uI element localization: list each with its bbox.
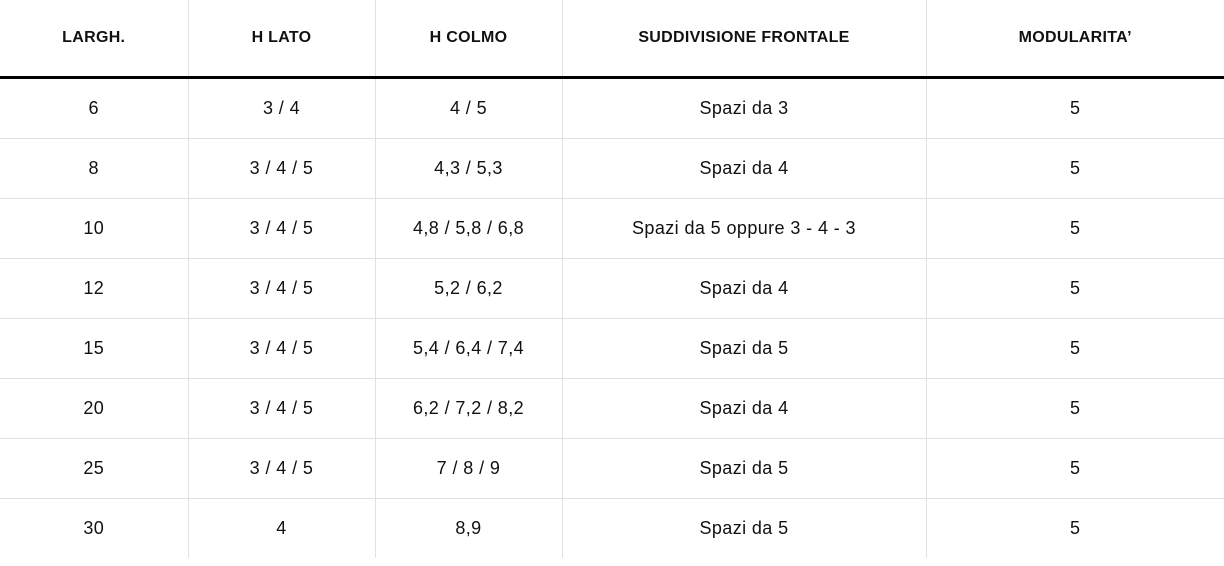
cell-h-lato: 3 / 4 xyxy=(188,78,375,139)
cell-modularita: 5 xyxy=(926,379,1224,439)
cell-modularita: 5 xyxy=(926,439,1224,499)
table-row xyxy=(0,319,1224,379)
cell-h-colmo: 6,2 / 7,2 / 8,2 xyxy=(375,379,562,439)
cell-modularita: 5 xyxy=(926,259,1224,319)
table-body xyxy=(0,78,1224,559)
cell-h-colmo: 5,4 / 6,4 / 7,4 xyxy=(375,319,562,379)
table-row xyxy=(0,259,1224,319)
table-row xyxy=(0,78,1224,139)
cell-h-colmo: 8,9 xyxy=(375,499,562,559)
cell-largh: 6 xyxy=(0,78,188,139)
cell-modularita: 5 xyxy=(926,139,1224,199)
header-row xyxy=(0,0,1224,78)
cell-modularita: 5 xyxy=(926,199,1224,259)
table-row xyxy=(0,199,1224,259)
cell-h-colmo: 7 / 8 / 9 xyxy=(375,439,562,499)
cell-h-lato: 3 / 4 / 5 xyxy=(188,439,375,499)
column-header-modularita: MODULARITA’ xyxy=(926,0,1224,78)
cell-h-lato: 4 xyxy=(188,499,375,559)
cell-h-lato: 3 / 4 / 5 xyxy=(188,379,375,439)
cell-modularita: 5 xyxy=(926,319,1224,379)
cell-h-lato: 3 / 4 / 5 xyxy=(188,319,375,379)
cell-h-colmo: 4,8 / 5,8 / 6,8 xyxy=(375,199,562,259)
table-row xyxy=(0,379,1224,439)
cell-largh: 20 xyxy=(0,379,188,439)
cell-largh: 12 xyxy=(0,259,188,319)
cell-suddivisione: Spazi da 5 xyxy=(562,439,926,499)
cell-suddivisione: Spazi da 3 xyxy=(562,78,926,139)
cell-modularita: 5 xyxy=(926,499,1224,559)
table-row xyxy=(0,499,1224,559)
cell-h-colmo: 4 / 5 xyxy=(375,78,562,139)
cell-largh: 8 xyxy=(0,139,188,199)
column-header-h-lato: H LATO xyxy=(188,0,375,78)
cell-largh: 25 xyxy=(0,439,188,499)
column-header-h-colmo: H COLMO xyxy=(375,0,562,78)
cell-h-lato: 3 / 4 / 5 xyxy=(188,199,375,259)
cell-h-lato: 3 / 4 / 5 xyxy=(188,259,375,319)
cell-h-lato: 3 / 4 / 5 xyxy=(188,139,375,199)
column-header-largh: LARGH. xyxy=(0,0,188,78)
cell-largh: 15 xyxy=(0,319,188,379)
cell-modularita: 5 xyxy=(926,78,1224,139)
table-row xyxy=(0,439,1224,499)
cell-suddivisione: Spazi da 4 xyxy=(562,259,926,319)
cell-largh: 10 xyxy=(0,199,188,259)
cell-suddivisione: Spazi da 5 xyxy=(562,319,926,379)
cell-suddivisione: Spazi da 4 xyxy=(562,139,926,199)
table-header xyxy=(0,0,1224,78)
cell-suddivisione: Spazi da 5 xyxy=(562,499,926,559)
cell-h-colmo: 5,2 / 6,2 xyxy=(375,259,562,319)
cell-h-colmo: 4,3 / 5,3 xyxy=(375,139,562,199)
column-header-suddivisione-frontale: SUDDIVISIONE FRONTALE xyxy=(562,0,926,78)
cell-suddivisione: Spazi da 5 oppure 3 - 4 - 3 xyxy=(562,199,926,259)
cell-largh: 30 xyxy=(0,499,188,559)
cell-suddivisione: Spazi da 4 xyxy=(562,379,926,439)
table-row xyxy=(0,139,1224,199)
